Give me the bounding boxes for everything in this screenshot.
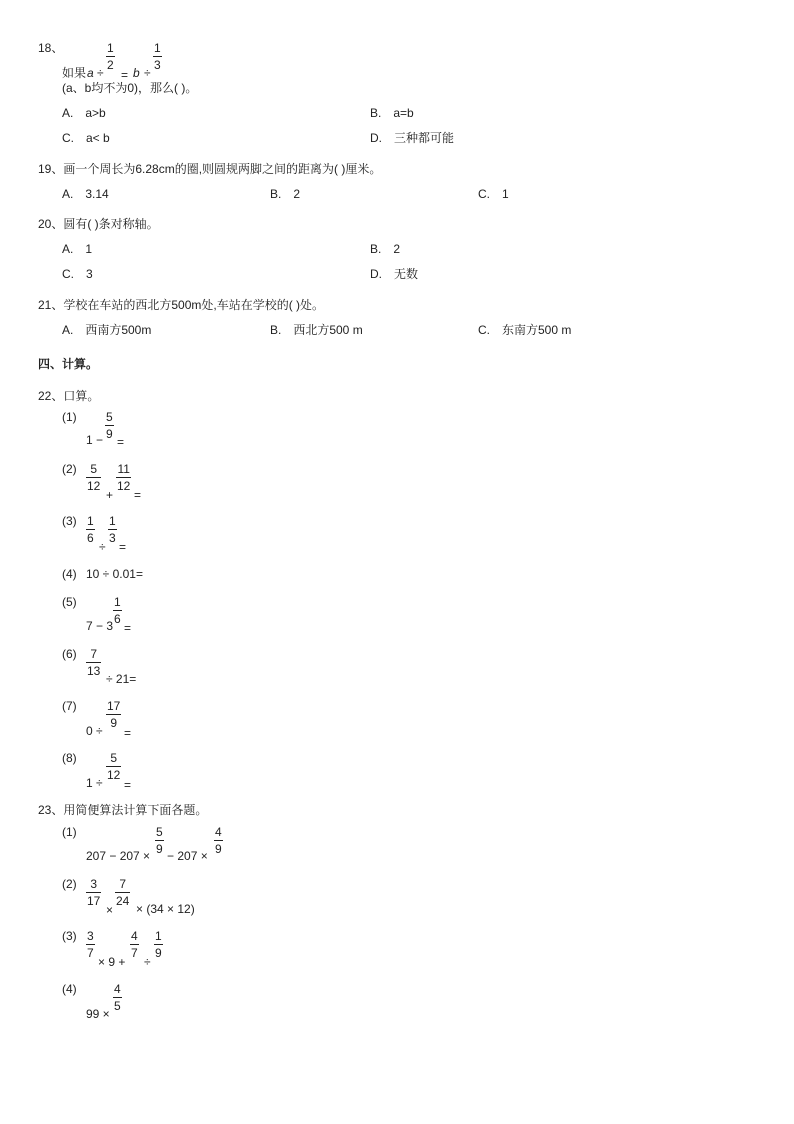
q23-fraction: $\frac{3}{7}$ (87, 929, 94, 960)
q22-item-label: (5) (62, 595, 77, 609)
q22-item-label: (6) (62, 647, 77, 661)
q23-item-expr: 99 × (86, 1007, 110, 1021)
q22-fraction: $\frac{17}{9}$ (107, 699, 121, 730)
q22-fraction: $\frac{7}{13}$ (87, 647, 101, 678)
q20-option-a[interactable]: A. 1 (62, 242, 93, 256)
q23-item-label: (4) (62, 982, 77, 996)
q21-option-a[interactable]: A. 西南方500m (62, 323, 152, 337)
q22-fraction: $\frac{11}{12}$ (117, 462, 131, 493)
q22-fraction: $\frac{1}{3}$ (109, 514, 116, 545)
q23-stem: 23、用简便算法计算下面各题。 (38, 803, 208, 817)
q23-item-label: (1) (62, 825, 77, 839)
q20-stem: 20、圆有( )条对称轴。 (38, 217, 159, 231)
q19-stem: 19、画一个周长为6.28cm的圈,则圆规两脚之间的距离为( )厘米。 (38, 162, 382, 176)
q23-item-label: (2) (62, 877, 77, 891)
q18-option-a[interactable]: A. a>b (62, 106, 106, 120)
q23-operator: × 9 + (98, 955, 126, 969)
q18-fraction-1: $\frac{1}{2}$ (107, 41, 114, 72)
q22-operator: + (106, 488, 114, 502)
q22-equals: = (119, 540, 127, 554)
q18-option-d[interactable]: D. 三种都可能 (370, 131, 455, 145)
q22-stem: 22、口算。 (38, 389, 100, 403)
q22-item-label: (4) (62, 567, 77, 581)
q19-option-b[interactable]: B. 2 (270, 187, 301, 201)
q18-fraction-2: $\frac{1}{3}$ (154, 41, 161, 72)
q21-stem: 21、学校在车站的西北方500m处,车站在学校的( )处。 (38, 298, 325, 312)
q23-fraction: $\frac{4}{5}$ (114, 982, 121, 1013)
q23-operator: ÷ (144, 955, 151, 969)
q21-option-c[interactable]: C. 东南方500 m (478, 323, 572, 337)
q18-equals: = (121, 68, 129, 82)
q22-fraction: $\frac{5}{12}$ (87, 462, 101, 493)
q20-option-d[interactable]: D. 无数 (370, 267, 419, 281)
q22-item-label: (8) (62, 751, 77, 765)
q18-var-b: b (133, 66, 140, 80)
q19-option-c[interactable]: C. 1 (478, 187, 509, 201)
q22-fraction: $\frac{5}{12}$ (107, 751, 121, 782)
q22-item-label: (3) (62, 514, 77, 528)
section-heading: 四、计算。 (38, 357, 99, 371)
q21-option-b[interactable]: B. 西北方500 m (270, 323, 363, 337)
q18-number: 18、 (38, 41, 64, 55)
q23-fraction: $\frac{4}{9}$ (215, 825, 222, 856)
q18-tail: (a、b均不为0)，那么( )。 (62, 81, 198, 95)
q20-option-b[interactable]: B. 2 (370, 242, 401, 256)
q22-item-expr: 10 ÷ 0.01= (86, 567, 143, 581)
q18-div2: ÷ (144, 66, 151, 80)
q23-fraction: $\frac{3}{17}$ (87, 877, 101, 908)
q22-item-expr: 0 ÷ (86, 724, 103, 738)
q22-item-expr: 7 − 3 (86, 619, 114, 633)
q22-fraction: $\frac{1}{6}$ (87, 514, 94, 545)
q22-equals: = (124, 621, 132, 635)
q22-equals: = (117, 435, 125, 449)
q22-equals: = (124, 778, 132, 792)
q18-div1: ÷ (97, 66, 104, 80)
q18-option-b[interactable]: B. a=b (370, 106, 414, 120)
q23-operator: × (106, 903, 114, 917)
q18-expr-prefix: 如果 (62, 66, 87, 80)
q23-item-expr: × (34 × 12) (136, 902, 195, 916)
q23-fraction: $\frac{4}{7}$ (131, 929, 138, 960)
q23-fraction: $\frac{5}{9}$ (156, 825, 163, 856)
q23-item-expr: 207 − 207 × (86, 849, 151, 863)
q18-var-a: a (87, 66, 94, 80)
q23-fraction: $\frac{7}{24}$ (116, 877, 130, 908)
q22-item-label: (2) (62, 462, 77, 476)
q23-item-expr: − 207 × (167, 849, 208, 863)
q23-fraction: $\frac{1}{9}$ (155, 929, 162, 960)
q20-option-c[interactable]: C. 3 (62, 267, 93, 281)
q22-equals: = (134, 488, 142, 502)
q22-item-label: (1) (62, 410, 77, 424)
q22-fraction: $\frac{5}{9}$ (106, 410, 113, 441)
q22-item-expr: ÷ 21= (106, 672, 137, 686)
q22-item-expr: 1 − (86, 433, 104, 447)
q23-item-label: (3) (62, 929, 77, 943)
q22-item-label: (7) (62, 699, 77, 713)
q22-equals: = (124, 726, 132, 740)
q18-option-c[interactable]: C. a< b (62, 131, 110, 145)
q22-item-expr: 1 ÷ (86, 776, 103, 790)
q22-fraction: $\frac{1}{6}$ (114, 595, 121, 626)
q22-operator: ÷ (99, 540, 106, 554)
q19-option-a[interactable]: A. 3.14 (62, 187, 109, 201)
